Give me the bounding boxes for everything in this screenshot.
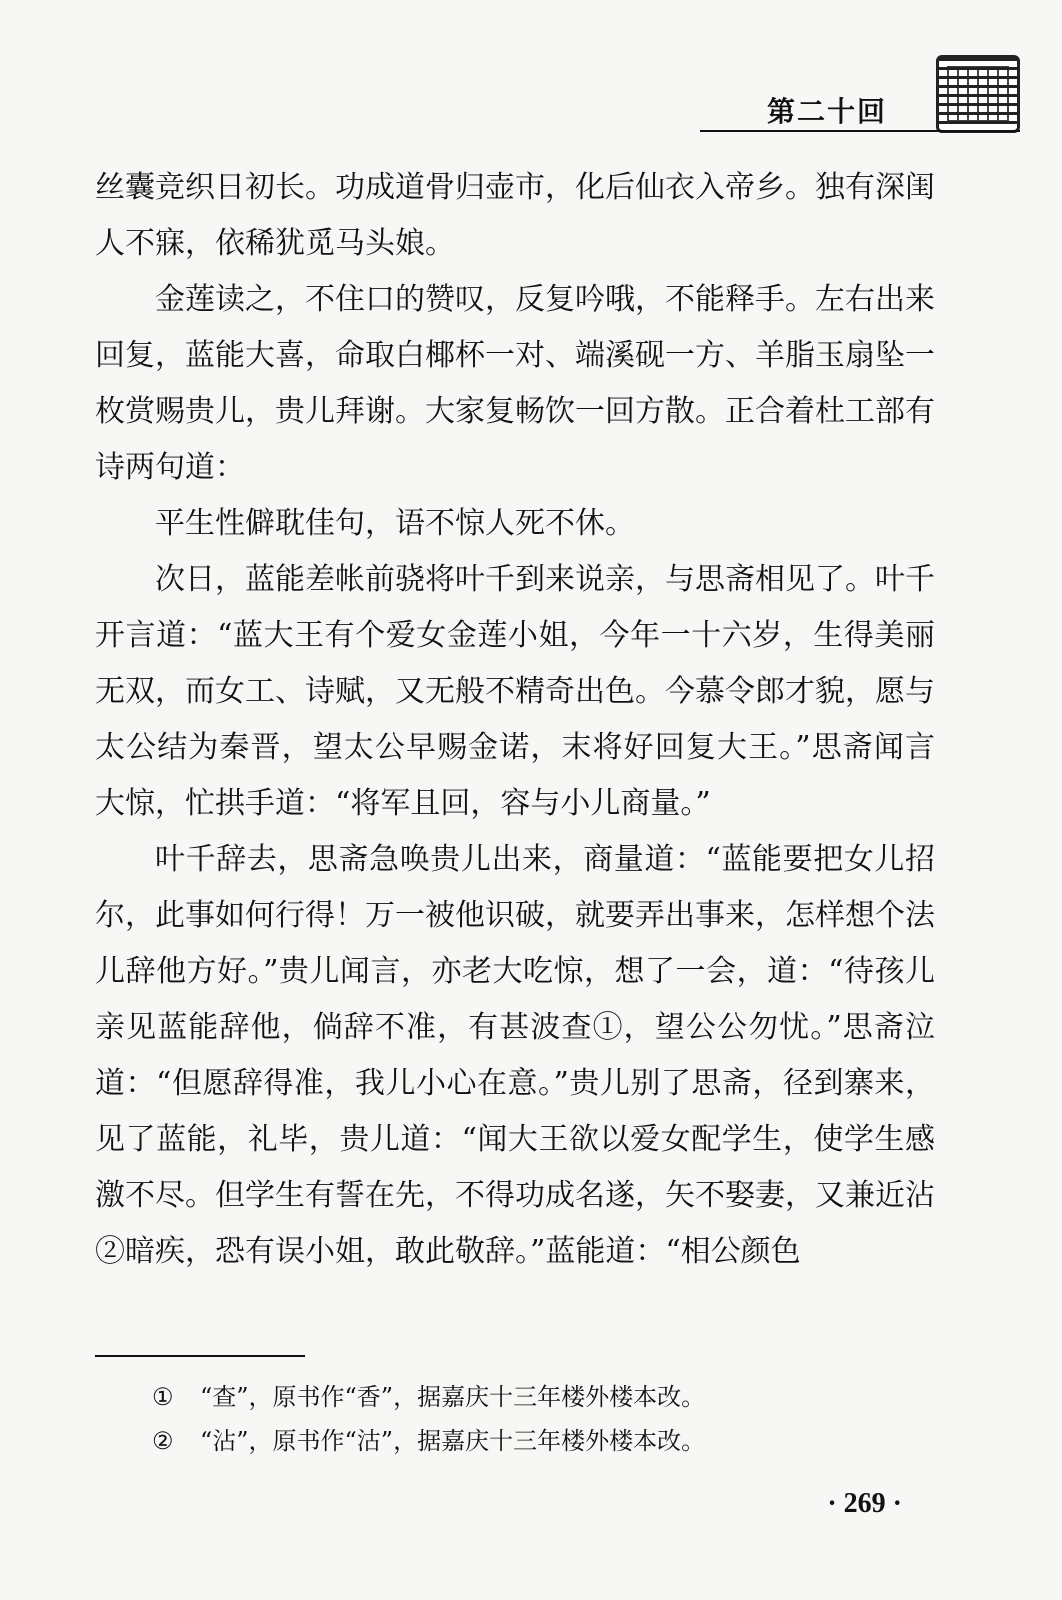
seal-logo-icon [936,55,1020,133]
footnote-2 [152,1419,972,1463]
page-number: · 269 · [827,1488,902,1519]
chapter-title: 第二十回 [766,95,887,128]
paragraph-3: 次日，蓝能差帐前骁将叶千到来说亲，与思斋相见了。叶千开言道：“蓝大王有个爱女金莲小姐，今年一十六岁，生得美丽无双，而女工、诗赋，又无般不精奇出色。今慕令郎才貌，愿与太公结为秦晋，望太公早赐金诺，末将好回复大王。”思斋闻言大惊，忙拱手道：“将军且回，容与小儿商量。” [95,562,935,821]
footnote-mark: ① [152,1383,174,1411]
footnote-1 [152,1375,972,1419]
paragraph-4: 叶千辞去，思斋急唤贵儿出来，商量道：“蓝能要把女儿招尔，此事如何行得！万一被他识破，就要弄出事来，怎样想个法儿辞他方好。”贵儿闻言，亦老大吃惊，想了一会，道：“待孩儿亲见蓝能辞他，倘辞不准，有甚波查①，望公公勿忧。”思斋泣道：“但愿辞得准，我儿小心在意。”贵儿别了思斋，径到寨来，见了蓝能，礼毕，贵儿道：“闻大王欲以爱女配学生，使学生感激不尽。但学生有誓在先，不得功成名遂，矢不娶妻，又兼近沾②暗疾，恐有误小姐，敢此敬辞。”蓝能道：“相公颜色 [95,842,935,1269]
verse-line: 平生性僻耽佳句，语不惊人死不休。 [155,506,635,541]
paragraph-1: 丝囊竞织日初长。功成道骨归壶市，化后仙衣入帝乡。独有深闺人不寐，依稀犹觅马头娘。 [95,170,935,261]
footnote-mark: ② [152,1427,174,1455]
footnote-divider [95,1355,305,1357]
main-text [95,160,935,1280]
header-divider [700,130,1020,132]
footnotes [152,1375,972,1463]
paragraph-2: 金莲读之，不住口的赞叹，反复吟哦，不能释手。左右出来回复，蓝能大喜，命取白椰杯一对、端溪砚一方、羊脂玉扇坠一枚赏赐贵儿，贵儿拜谢。大家复畅饮一回方散。正合着杜工部有诗两句道： [95,282,935,485]
footnote-text: “查”，原书作“香”，据嘉庆十三年楼外楼本改。 [200,1383,706,1411]
footnote-text: “沾”，原书作“沽”，据嘉庆十三年楼外楼本改。 [200,1427,706,1455]
